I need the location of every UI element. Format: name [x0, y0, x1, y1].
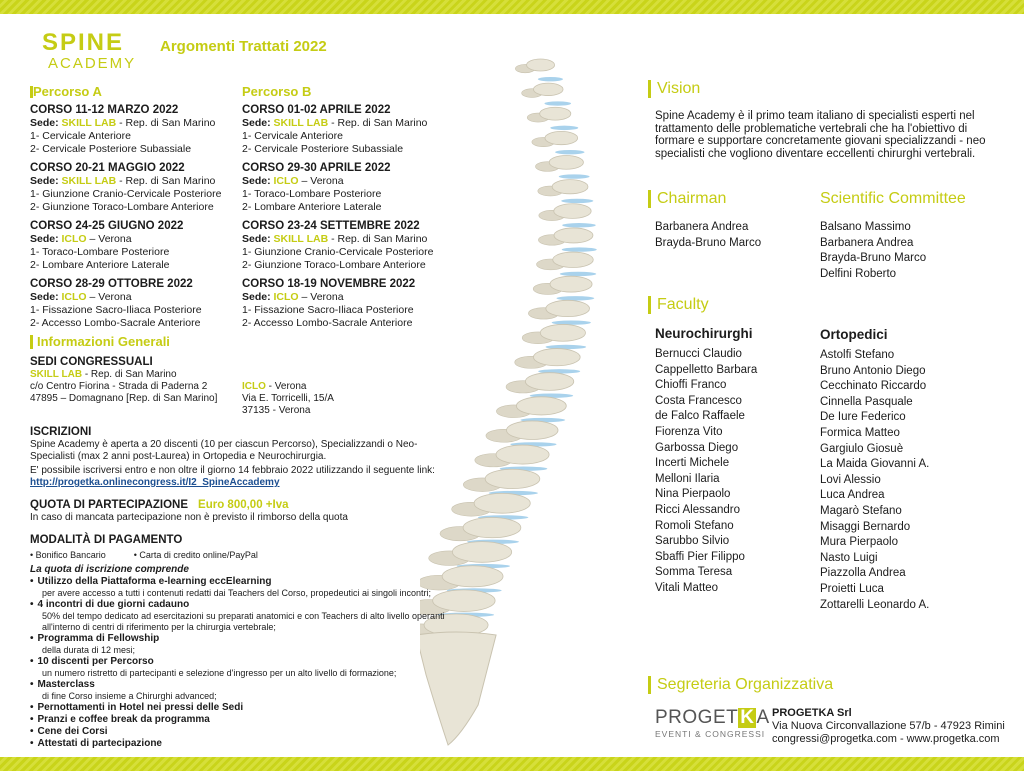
includes-list	[30, 576, 450, 750]
intervertebral-disc	[562, 247, 597, 251]
venue-name: ICLO	[61, 233, 87, 245]
course-topic: 1- Giunzione Cranio-Cervicale Posteriore	[30, 188, 222, 200]
venue-name: SKILL LAB	[273, 117, 329, 129]
person-name: Mura Pierpaolo	[820, 536, 898, 549]
sede2-line1: Via E. Torricelli, 15/A	[242, 393, 334, 404]
logo-spine: SPINE	[42, 29, 125, 56]
include-item: • Attestati di partecipazione	[30, 738, 450, 750]
topics-title: Argomenti Trattati 2022	[160, 38, 327, 55]
venue-location: - Rep. di San Marino	[116, 117, 216, 129]
include-detail: un numero ristretto di partecipanti e selezione d'ingresso per un alto livello di formazione;	[42, 668, 397, 678]
course-topic: 1- Toraco-Lombare Posteriore	[242, 188, 382, 200]
percorso-b-title: Percorso B	[242, 84, 312, 99]
chairman-title: Chairman	[648, 190, 726, 208]
sede1-line1: c/o Centro Fiorina - Strada di Paderna 2	[30, 381, 208, 392]
include-item: • Pranzi e coffee break da programma	[30, 714, 450, 726]
vertebra	[496, 445, 549, 464]
progetka-logo	[655, 708, 770, 739]
person-name: Brayda-Bruno Marco	[820, 252, 927, 265]
person-name: Cinnella Pasquale	[820, 395, 913, 408]
person-name: Balsano Massimo	[820, 221, 911, 233]
include-detail: della durata di 12 mesi;	[42, 645, 136, 655]
course-topic: 1- Cervicale Anteriore	[30, 130, 131, 142]
course-topic: 1- Toraco-Lombare Posteriore	[30, 246, 170, 258]
person-name: Garbossa Diego	[655, 441, 739, 454]
intervertebral-disc	[544, 101, 571, 105]
orto-list	[820, 348, 929, 613]
intervertebral-disc	[560, 272, 596, 276]
neuro-title: Neurochirurghi	[655, 326, 753, 341]
course-venue	[30, 175, 230, 188]
logo-academy: ACADEMY	[48, 55, 137, 72]
person-name: Barbanera Andrea	[655, 221, 749, 233]
venue-label: Sede:	[242, 233, 271, 245]
person-name: Bruno Antonio Diego	[820, 364, 926, 377]
person-name: Cappelletto Barbara	[655, 363, 758, 376]
course-title: CORSO 28-29 OTTOBRE 2022	[30, 278, 193, 290]
vertebra	[545, 131, 578, 144]
accent-bar	[648, 80, 651, 98]
intervertebral-disc	[550, 126, 578, 130]
vertebra	[540, 107, 571, 120]
person-name: Chioffi Franco	[655, 379, 727, 392]
info-section	[30, 334, 450, 750]
person-name: Piazzolla Andrea	[820, 567, 906, 580]
segreteria-title: Segreteria Organizzativa	[648, 676, 833, 694]
course-title: CORSO 01-02 APRILE 2022	[242, 104, 391, 116]
intervertebral-disc	[555, 150, 584, 154]
vertebra	[554, 228, 593, 243]
venue-name: SKILL LAB	[273, 233, 329, 245]
vertebra	[533, 349, 580, 366]
pagamento-title: MODALITÀ DI PAGAMENTO	[30, 534, 183, 546]
course-topic: 2- Cervicale Posteriore Subassiale	[30, 143, 192, 155]
course-topic: 1- Fissazione Sacro-Iliaca Posteriore	[30, 304, 202, 316]
iscrizioni-title: ISCRIZIONI	[30, 426, 92, 438]
course-block	[30, 219, 230, 272]
person-name: Ricci Alessandro	[655, 503, 741, 516]
include-item: • Cene dei Corsi	[30, 726, 450, 738]
accent-bar	[648, 190, 651, 208]
neuro-list	[655, 347, 757, 597]
venue-name: ICLO	[273, 291, 299, 303]
person-name: Gargiulo Giosuè	[820, 442, 904, 455]
course-block	[30, 103, 230, 156]
vertebra	[546, 300, 590, 316]
pagamento-option-2: • Carta di credito online/PayPal	[133, 550, 258, 560]
vertebra	[533, 83, 563, 95]
person-name: Fiorenza Vito	[655, 425, 723, 438]
venue-location: - Rep. di San Marino	[328, 117, 428, 129]
course-title: CORSO 18-19 NOVEMBRE 2022	[242, 278, 416, 290]
venue-label: Sede:	[30, 175, 59, 187]
vision-title: Vision	[648, 80, 700, 98]
person-name: Brayda-Bruno Marco	[655, 236, 762, 249]
person-name: Melloni Ilaria	[655, 472, 720, 485]
person-name: Romoli Stefano	[655, 519, 734, 532]
venue-location: - Rep. di San Marino	[116, 175, 216, 187]
vertebra	[507, 421, 558, 440]
pagamento-option-1: • Bonifico Bancario	[30, 550, 106, 560]
intervertebral-disc	[562, 223, 596, 227]
person-name: Magarò Stefano	[820, 504, 902, 517]
accent-bar	[30, 335, 33, 349]
vertebra	[527, 59, 555, 71]
person-name: La Maida Giovanni A.	[820, 458, 930, 471]
intervertebral-disc	[559, 174, 590, 178]
vertebra	[516, 397, 566, 415]
person-name: Sbaffi Pier Filippo	[655, 550, 745, 563]
include-item: • Pernottamenti in Hotel nei pressi delle Sedi	[30, 702, 450, 714]
person-name: Nina Pierpaolo	[655, 488, 731, 501]
course-venue	[30, 117, 230, 130]
include-detail: per avere accesso a tutti i contenuti redatti dai Teachers del Corso, propedeutici ai singoli incontri;	[42, 588, 432, 598]
intervertebral-disc	[538, 77, 563, 81]
course-topic: 1- Fissazione Sacro-Iliaca Posteriore	[242, 304, 414, 316]
vertebra	[485, 469, 540, 488]
accent-bar	[648, 296, 651, 314]
person-name: Incerti Michele	[655, 457, 730, 470]
quota-text: In caso di mancata partecipazione non è previsto il rimborso della quota	[30, 512, 348, 523]
venue-label: Sede:	[30, 117, 59, 129]
top-stripe	[0, 0, 1024, 14]
intervertebral-disc	[556, 296, 594, 300]
logo-text-a: PROGET	[655, 707, 739, 728]
course-title: CORSO 11-12 MARZO 2022	[30, 104, 179, 116]
person-name: Cecchinato Riccardo	[820, 380, 927, 393]
intervertebral-disc	[552, 320, 591, 324]
include-detail: di fine Corso insieme a Chirurghi advanced;	[42, 691, 217, 701]
venue-label: Sede:	[242, 117, 271, 129]
logo-text-b: A	[756, 707, 770, 728]
course-topic: 2- Giunzione Toraco-Lombare Anteriore	[242, 259, 426, 271]
includes-title: La quota di iscrizione comprende	[30, 564, 189, 575]
iscrizioni-text-2: E' possibile iscriversi entro e non oltre il giorno 14 febbraio 2022 utilizzando il seguente link:	[30, 465, 435, 476]
include-item: • 10 discenti per Percorso	[30, 656, 450, 668]
course-topic: 2- Cervicale Posteriore Subassiale	[242, 143, 404, 155]
include-item: • Programma di Fellowship	[30, 633, 450, 645]
venue-label: Sede:	[30, 291, 59, 303]
venue-label: Sede:	[242, 175, 271, 187]
logo-text-k: K	[740, 707, 755, 728]
venue-name: ICLO	[61, 291, 87, 303]
percorso-a-title: Percorso A	[30, 84, 230, 99]
vertebra	[474, 493, 530, 513]
sede2-line2: 37135 - Verona	[242, 405, 311, 416]
course-block	[30, 277, 230, 330]
iscrizioni-text: Spine Academy è aperta a 20 discenti (10 per ciascun Percorso), Specializzandi o Neo-Specialisti (max 2 anni post-Laurea) in Ortopedia e Neurochirurgia.	[30, 439, 418, 462]
include-item: • 4 incontri di due giorni cadauno	[30, 599, 450, 611]
course-title: CORSO 29-30 APRILE 2022	[242, 162, 391, 174]
vertebra	[552, 180, 588, 194]
person-name: de Falco Raffaele	[655, 410, 745, 423]
include-item: • Utilizzo della Piattaforma e-learning eccElearning	[30, 576, 450, 588]
vertebra	[463, 517, 521, 537]
person-name: Somma Teresa	[655, 566, 733, 579]
course-topic: 2- Accesso Lombo-Sacrale Anteriore	[242, 317, 413, 329]
person-name: Proietti Luca	[820, 582, 884, 595]
course-topic: 1- Cervicale Anteriore	[242, 130, 343, 142]
sedi-title: SEDI CONGRESSUALI	[30, 356, 153, 368]
course-topic: 2- Lombare Anteriore Laterale	[30, 259, 170, 271]
vertebra	[525, 373, 573, 391]
venue-label: Sede:	[242, 291, 271, 303]
course-venue	[30, 233, 230, 246]
company-name: PROGETKA Srl	[772, 707, 852, 719]
course-topic: 2- Giunzione Toraco-Lombare Anteriore	[30, 201, 214, 213]
committee-list	[820, 220, 926, 282]
info-title: Informazioni Generali	[30, 334, 450, 349]
person-name: Sarubbo Silvio	[655, 535, 730, 548]
spine-illustration	[420, 55, 620, 760]
course-topic: 1- Giunzione Cranio-Cervicale Posteriore	[242, 246, 434, 258]
person-name: Nasto Luigi	[820, 551, 878, 564]
course-topic: 2- Lombare Anteriore Laterale	[242, 201, 382, 213]
sede2-loc: - Verona	[265, 381, 307, 392]
vertebra	[549, 156, 583, 170]
include-item: • Masterclass	[30, 679, 450, 691]
person-name: Formica Matteo	[820, 426, 900, 439]
venue-location: – Verona	[86, 233, 132, 245]
venue-location: – Verona	[298, 291, 344, 303]
course-venue	[30, 291, 230, 304]
quota-value: Euro 800,00 +Iva	[198, 499, 289, 511]
venue-label: Sede:	[30, 233, 59, 245]
venue-location: - Rep. di San Marino	[328, 233, 428, 245]
chairman-list	[655, 220, 761, 251]
sede1-loc: - Rep. di San Marino	[82, 369, 177, 380]
course-block	[30, 161, 230, 214]
sede1-line2: 47895 – Domagnano [Rep. di San Marino]	[30, 393, 218, 404]
venue-name: ICLO	[273, 175, 299, 187]
person-name: Misaggi Bernardo	[820, 520, 911, 533]
venue-location: – Verona	[298, 175, 344, 187]
venue-name: SKILL LAB	[61, 175, 117, 187]
venue-location: – Verona	[86, 291, 132, 303]
vertebra	[550, 276, 592, 292]
committee-title: Scientific Committee	[820, 190, 966, 207]
person-name: Astolfi Stefano	[820, 349, 895, 361]
course-title: CORSO 20-21 MAGGIO 2022	[30, 162, 185, 174]
sede2-name: ICLO	[242, 381, 266, 392]
person-name: Costa Francesco	[655, 394, 742, 407]
person-name: Delfini Roberto	[820, 267, 897, 280]
vertebra	[554, 204, 591, 219]
vertebra	[442, 566, 503, 587]
accent-bar	[648, 676, 651, 694]
vertebra	[540, 324, 585, 341]
vertebra	[553, 252, 594, 267]
company-address: Via Nuova Circonvallazione 57/b - 47923 Rimini	[772, 720, 1005, 732]
person-name: Bernucci Claudio	[655, 348, 742, 360]
percorso-a	[30, 84, 230, 335]
venue-name: SKILL LAB	[61, 117, 117, 129]
person-name: Lovi Alessio	[820, 473, 881, 486]
iscrizioni-link[interactable]: http://progetka.onlinecongress.it/I2_SpineAccademy	[30, 477, 280, 488]
sede1-name: SKILL LAB	[30, 369, 83, 380]
person-name: Vitali Matteo	[655, 581, 719, 594]
course-topic: 2- Accesso Lombo-Sacrale Anteriore	[30, 317, 201, 329]
course-title: CORSO 24-25 GIUGNO 2022	[30, 220, 184, 232]
vertebra	[452, 542, 511, 563]
orto-title: Ortopedici	[820, 327, 888, 342]
person-name: Zottarelli Leonardo A.	[820, 598, 930, 611]
person-name: De Iure Federico	[820, 411, 906, 424]
logo-subtitle: EVENTI & CONGRESSI	[655, 729, 766, 739]
faculty-title: Faculty	[648, 296, 709, 314]
intervertebral-disc	[561, 199, 593, 203]
company-contact: congressi@progetka.com - www.progetka.com	[772, 732, 1000, 745]
include-detail: 50% del tempo dedicato ad esercitazioni su preparati anatomici e con Teachers di alto livello operanti all'interno di centri di riferimento per la chirurgia vertebrale;	[42, 611, 445, 632]
quota-title: QUOTA DI PARTECIPAZIONE	[30, 499, 189, 511]
course-title: CORSO 23-24 SETTEMBRE 2022	[242, 220, 420, 232]
vision-text: Spine Academy è il primo team italiano di specialisti esperti nel trattamento delle problematiche vertebrali che ha l'obiettivo di formare e supportare concretamente giovani specializzandi - neo specialisti che vogliono diventare eccellenti chirurghi vertebrali.	[655, 110, 986, 160]
person-name: Barbanera Andrea	[820, 236, 914, 249]
person-name: Luca Andrea	[820, 489, 885, 502]
